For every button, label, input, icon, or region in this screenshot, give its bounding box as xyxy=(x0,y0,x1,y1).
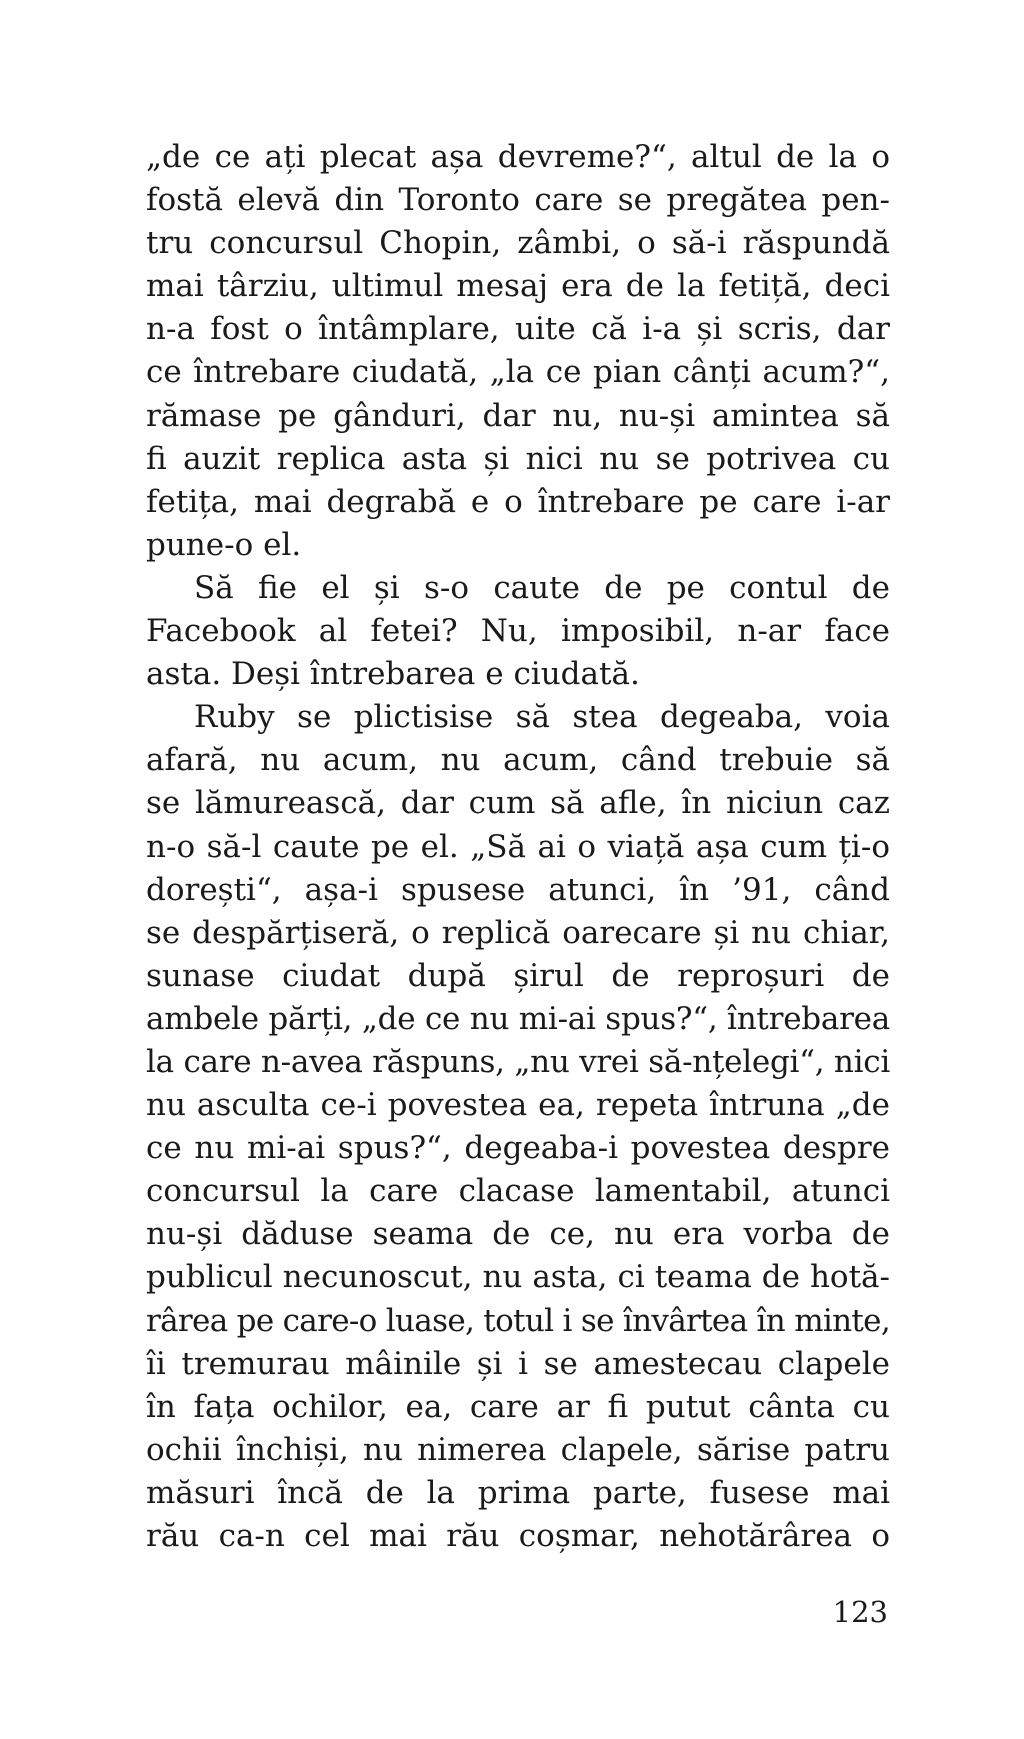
body-text xyxy=(146,136,890,1558)
text-line: publicul necunoscut, nu asta, ci teama de hotă- xyxy=(146,1259,890,1296)
text-line: asta. Deși întrebarea e ciudată. xyxy=(146,656,640,693)
text-line: mai târziu, ultimul mesaj era de la fetiță, deci xyxy=(146,268,890,305)
page-number: 123 xyxy=(832,1595,888,1629)
text-line: n-o să-l caute pe el. „Să ai o viață așa cum ți-o xyxy=(146,828,890,865)
text-line: n-a fost o întâmplare, uite că i-a și scris, dar xyxy=(146,311,890,348)
text-line: fetița, mai degrabă e o întrebare pe care i-ar xyxy=(146,483,890,520)
text-line: nu-și dăduse seama de ce, nu era vorba de xyxy=(146,1216,890,1253)
text-line: îi tremurau mâinile și i se amestecau clapele xyxy=(146,1345,890,1382)
text-line: ambele părți, „de ce nu mi-ai spus?“, întrebarea xyxy=(146,1000,890,1037)
text-line: „de ce ați plecat așa devreme?“, altul de la o xyxy=(146,139,890,175)
text-line: ce întrebare ciudată, „la ce pian cânți acum?“, xyxy=(146,354,890,391)
text-line: se lămurească, dar cum să afle, în niciun caz xyxy=(146,785,890,822)
text-line: la care n-avea răspuns, „nu vrei să-nțelegi“, nici xyxy=(146,1043,890,1080)
text-line: sunase ciudat după șirul de reproșuri de xyxy=(146,957,890,994)
text-line: Facebook al fetei? Nu, imposibil, n-ar face xyxy=(146,613,890,650)
text-line: concursul la care clacase lamentabil, atunci xyxy=(146,1173,890,1210)
text-line: nu asculta ce-i povestea ea, repeta întruna „de xyxy=(146,1087,890,1124)
text-line: pune-o el. xyxy=(146,526,302,563)
text-line: Ruby se plictisise să stea degeaba, voia xyxy=(194,699,890,736)
text-line: rârea pe care-o luase, totul i se învârtea în minte, xyxy=(146,1302,890,1339)
text-line: dorești“, așa-i spusese atunci, în ’91, când xyxy=(146,871,890,908)
text-line: fi auzit replica asta și nici nu se potrivea cu xyxy=(146,440,890,477)
text-line: în fața ochilor, ea, care ar fi putut cânta cu xyxy=(146,1388,890,1425)
text-line: ochii închiși, nu nimerea clapele, sărise patru xyxy=(146,1431,890,1468)
text-line: rău ca-n cel mai rău coșmar, nehotărârea o xyxy=(146,1518,890,1554)
text-line: se despărțiseră, o replică oarecare și nu chiar, xyxy=(146,914,890,951)
text-line: măsuri încă de la prima parte, fusese mai xyxy=(146,1474,890,1511)
text-line: tru concursul Chopin, zâmbi, o să-i răspundă xyxy=(146,225,890,262)
text-line: afară, nu acum, nu acum, când trebuie să xyxy=(146,742,890,779)
text-line: ce nu mi-ai spus?“, degeaba-i povestea despre xyxy=(146,1130,890,1167)
text-line: rămase pe gânduri, dar nu, nu-și amintea să xyxy=(146,397,890,434)
text-line: fostă elevă din Toronto care se pregătea pen- xyxy=(146,182,890,219)
text-line: Să fie el și s-o caute de pe contul de xyxy=(194,569,890,606)
